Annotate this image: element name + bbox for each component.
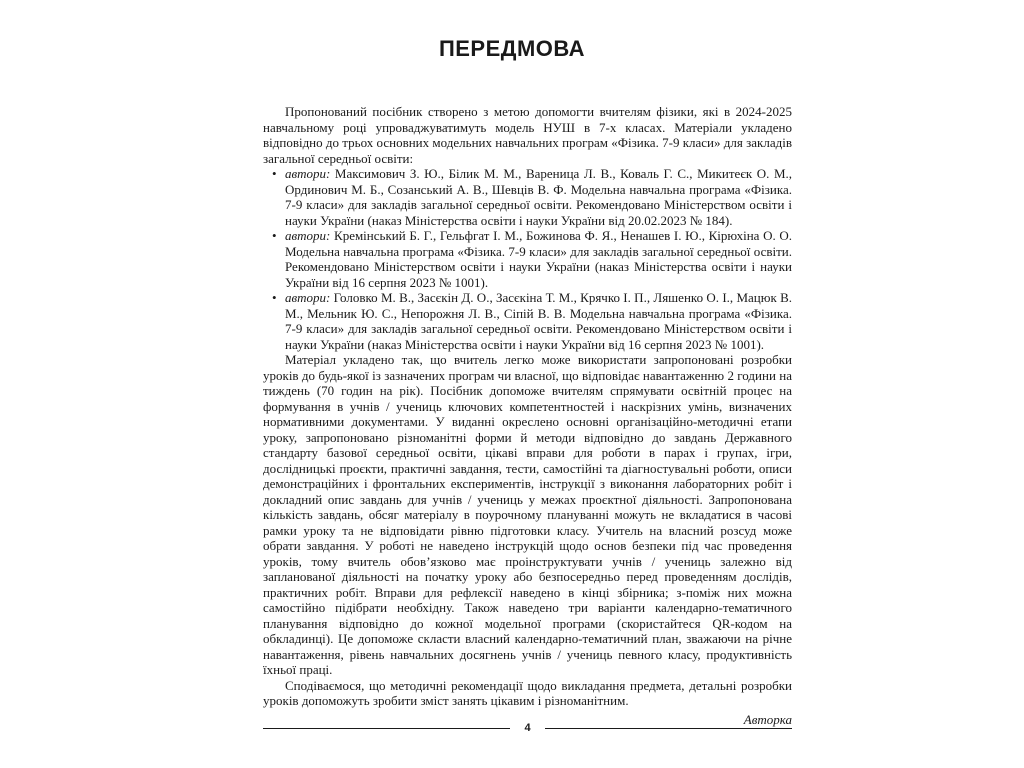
bullet-icon: • <box>272 166 277 181</box>
footer-rule-left <box>263 728 510 729</box>
program-authors-lead: автори: <box>285 290 331 305</box>
program-item-1 <box>263 166 792 228</box>
bullet-icon: • <box>272 228 277 243</box>
program-authors-lead: автори: <box>285 228 331 243</box>
author-signature: Авторка <box>743 711 792 727</box>
page-footer <box>263 720 792 736</box>
preface-body <box>263 104 792 727</box>
program-description: Головко М. В., Засєкін Д. О., Засєкіна Т. М., Крячко І. П., Ляшенко О. І., Мацюк В. М., Мельник Ю. С., Непорожня Л. В., Сіпій В. В. Модельна навчальна програма «Фізика. 7-9 класи» для закладів загальної середньої освіти. Рекомендовано Міністерством освіти і науки України (наказ Міністерства освіти і науки України від 16 серпня 2023 № 1001). <box>285 290 792 352</box>
main-paragraph: Матеріал укладено так, що вчитель легко може використати запропоновані розробки уроків до будь-якої із зазначених програм чи власної, що відповідає навантаженню 2 години на тиждень (70 годин на рік). Посібник допоможе вчителям спрямувати освітній процес на формування в учнів / учениць ключових компетентностей і наскрізних умінь, визначених нормативними документами. У виданні окреслено основні організаційно-методичні етапи уроку, запропоновано різноманітні форми й методи відповідно до завдань Державного стандарту базової середньої освіти, цікаві вправи для роботи в парах і групах, ігри, дослідницькі проєкти, практичні завдання, тести, самостійні та діагностувальні роботи, описи демонстраційних і фронтальних експериментів, інструкції з виконання лабораторних робіт і докладний опис завдань для учнів / учениць у межах проєктної діяльності. Запропонована кількість завдань, обсяг матеріалу в поурочному плануванні можуть не вкладатися в часові рамки уроку та не відповідати рівню підготовки класу. Учитель на власний розсуд може обрати завдання. У роботі не наведено інструкцій щодо основ безпеки під час проведення уроків, тому вчитель обов’язково має проінструктувати учнів / учениць залежно від запланованої діяльності на початку уроку або безпосередньо перед проведенням дослідів, практичних робіт. Вправи для рефлексії наведено в кінці збірника; з-поміж них можна самостійно підібрати необхідну. Також наведено три варіанти календарно-тематичного планування відповідно до кожної модельної програми (скористайтеся QR-кодом на обкладинці). Це допоможе скласти власний календарно-тематичний план, зважаючи на річне навантаження, рівень навчальних досягнень учнів / учениць певного класу, продуктивність їхньої праці. <box>263 352 792 677</box>
program-item-2 <box>263 228 792 290</box>
page-title: ПЕРЕДМОВА <box>438 36 586 61</box>
program-authors-lead: автори: <box>285 166 331 181</box>
program-description: Кремінський Б. Г., Гельфгат І. М., Божинова Ф. Я., Ненашев І. Ю., Кірюхіна О. О. Модельна навчальна програма «Фізика. 7-9 класи» для закладів загальної середньої освіти. Рекомендовано Міністерством освіти і науки України (наказ Міністерства освіти і науки України від 16 серпня 2023 № 1001). <box>285 228 792 290</box>
bullet-icon: • <box>272 290 277 305</box>
program-item-3 <box>263 290 792 352</box>
page-number: 4 <box>524 722 531 734</box>
program-description: Максимович З. Ю., Білик М. М., Вареница Л. В., Коваль Г. С., Микитеєк О. М., Ординович М. Б., Созанський А. В., Шевців В. Ф. Модельна навчальна програма «Фізика. 7-9 класи» для закладів загальної середньої освіти. Рекомендовано Міністерством освіти і науки України (наказ Міністерства освіти і науки України від 20.02.2023 № 184). <box>285 166 792 228</box>
programs-list <box>263 166 792 352</box>
footer-rule-right <box>545 728 792 729</box>
closing-paragraph: Сподіваємося, що методичні рекомендації щодо викладання предмета, детальні розробки уроків допоможуть зробити зміст занять цікавим і різноманітним. <box>263 677 792 708</box>
intro-paragraph: Пропонований посібник створено з метою допомогти вчителям фізики, які в 2024-2025 навчальному році упроваджуватимуть модель НУШ в 7-х класах. Матеріали укладено відповідно до трьох основних модельних навчальних програм «Фізика. 7-9 класи» для закладів загальної середньої освіти: <box>263 104 792 166</box>
